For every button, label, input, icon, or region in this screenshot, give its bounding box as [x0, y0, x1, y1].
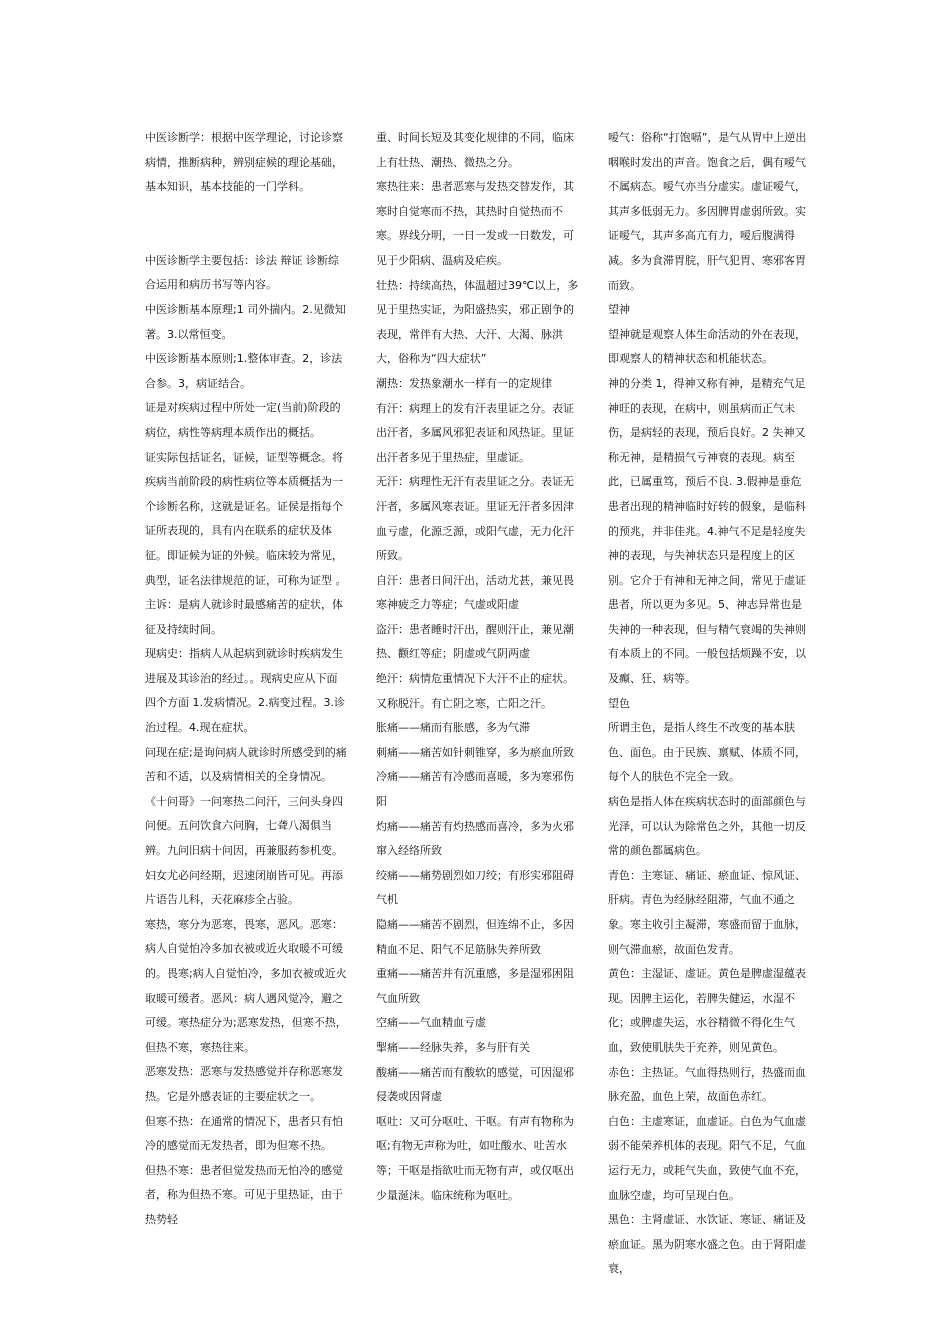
paragraph: 刺痛——痛苦如针刺锥穿，多为瘀血所致: [376, 745, 574, 759]
paragraph: 有汗：病理上的发有汗表里证之分。表证出汗者，多属风邪犯表证和风热证。里证出汗者多见于里热症，里虚证。: [376, 401, 574, 464]
paragraph: 自汗：患者日间汗出，活动尤甚，兼见畏寒神疲乏力等症；气虚或阳虚: [376, 573, 574, 612]
paragraph: 壮热：持续高热，体温超过39℃以上，多见于里热实证，为阳盛热实，邪正剧争的表现，常伴有大热、大汗、大渴、脉洪大，俗称为“四大症状”: [376, 278, 579, 366]
paragraph: 重、时间长短及其变化规律的不同，临床上有壮热、潮热、微热之分。: [376, 131, 574, 169]
paragraph: 黑色：主肾虚证、水饮证、寒证、痛证及瘀血证。黑为阴寒水盛之色。由于肾阳虚衰，: [608, 1213, 806, 1276]
paragraph: 冷痛——痛苦有冷感而喜暖，多为寒邪伤阳: [376, 770, 574, 809]
paragraph: 胀痛——痛而有胀感，多为气滞: [376, 721, 530, 735]
paragraph: 寒热往来：患者恶寒与发热交替发作，其寒时自觉寒而不热，其热时自觉热而不寒。界线分明，一日一发或一日数发，可见于少阳病、温病及疟疾。: [376, 180, 574, 267]
paragraph: 无汗：病理性无汗有表里证之分。表证无汗者，多属风寒表证。里证无汗者多因津血亏虚，化源乏源，或阳气虚，无力化汗所致。: [376, 475, 574, 563]
paragraph: 隐痛——痛苦不剧烈，但连绵不止，多因精血不足、阳气不足筋脉失养所致: [376, 918, 574, 956]
paragraph: 证实际包括证名，证候，证型等概念。将疾病当前阶段的病性病位等本质概括为一个诊断名称，这就是证名。证侯是指每个证所表现的，具有内在联系的症状及体征。即证候为证的外候。临床较为常见，典型，证名法律规范的证，可称为证型 。: [145, 450, 347, 587]
paragraph: 但寒不热：在通常的情况下，患者只有怕冷的感觉而无发热者，即为但寒不热。: [145, 1114, 343, 1153]
paragraph: 主诉：是病人就诊时最感痛苦的症状，体征及持续时间。: [145, 598, 343, 636]
paragraph: 中医诊断学主要包括：诊法 辩证 诊断综合运用和病历书写等内容。: [145, 253, 339, 292]
paragraph: 赤色：主热证。气血得热则行，热盛而血脉充盈，血色上荣，故面色赤红。: [608, 1065, 806, 1104]
text-column-3: [608, 126, 811, 1282]
paragraph-gap: [145, 200, 347, 249]
paragraph: 所谓主色，是指人终生不改变的基本肤色、面色。由于民族、禀赋、体质不同，每个人的肤色不完全一致。: [608, 721, 806, 784]
paragraph: 神的分类 1，得神又称有神，是精充气足神旺的表现，在病中，则虽病而正气未伤，是病轻的表现，预后良好。2 失神又称无神，是精损气亏神衰的表现。病至此，已属重笃，预后不良. 3.假神是垂危患者出现的精神临时好转的假象，是临科的预兆，并非佳兆。4.神气不足是轻度失神的表现，与失神状态只是程度上的区别。它介于有神和无神之间，常见于虚证患者，所以更为多见。5、神志异常也是失神的一种表现，但与精气衰竭的失神则有本质上的不同。一般包括烦躁不安，以及癫、狂、病等。: [608, 376, 806, 686]
paragraph: 酸痛——痛苦而有酸软的感觉，可因湿邪侵袭或因肾虚: [376, 1065, 574, 1104]
paragraph: 白色：主虚寒证，血虚证。白色为气血虚弱不能荣养机体的表现。阳气不足，气血运行无力，或耗气失血，致使气血不充，血脉空虚，均可呈现白色。: [608, 1114, 806, 1202]
paragraph: 问现在症;是询问病人就诊时所感受到的痛苦和不适，以及病情相关的全身情况。: [145, 745, 347, 784]
paragraph: 空痛——气血精血亏虚: [376, 1016, 486, 1030]
paragraph: 证是对疾病过程中所处一定(当前)阶段的病位，病性等病理本质作出的概括。: [145, 401, 341, 439]
paragraph: 嗳气：俗称“打饱嗝”，是气从胃中上逆出咽喉时发出的声音。饱食之后，偶有嗳气不属病态。嗳气亦当分虚实。虚证嗳气，其声多低弱无力。多因脾胃虚弱所致。实证嗳气，其声多高亢有力，嗳后腹满得减。多为食滞胃脘，肝气犯胃、寒邪客胃而致。: [608, 131, 807, 292]
paragraph: 中医诊断基本原理;1 司外揣内。2.见微知著。3.以常恒变。: [145, 302, 346, 341]
paragraph: 恶寒发热：恶寒与发热感觉并存称恶寒发热。它是外感表证的主要症状之一。: [145, 1065, 343, 1103]
paragraph: 重痛——痛苦并有沉重感，多是湿邪困阻气血所致: [376, 967, 574, 1005]
paragraph: 掣痛——经脉失养，多与肝有关: [376, 1040, 530, 1054]
paragraph: 现病史：指病人从起病到就诊时疾病发生进展及其诊治的经过。。现病史应从下面四个方面 1.发病情况。2.病变过程。3.诊治过程。4.现在症状。: [145, 647, 345, 735]
paragraph: 寒热，寒分为恶寒，畏寒，恶风。恶寒：病人自觉怕冷多加衣被或近火取暖不可缓的。畏寒;病人自觉怕冷，多加衣被或近火取暖可缓者。恶风：病人遇风觉冷，避之可缓。寒热症分为;恶寒发热，但寒不热，但热不寒，寒热往来。: [145, 917, 347, 1054]
paragraph: 病色是指人体在疾病状态时的面部颜色与光泽，可以认为除常色之外，其他一切反常的颜色都属病色。: [608, 795, 806, 858]
paragraph: 绞痛——痛势剧烈如刀绞；有形实邪阻碍气机: [376, 868, 574, 907]
paragraph: 呕吐：又可分呕吐、干呕。有声有物称为呕;有物无声称为吐，如吐酸水、吐苦水等；干呕是指欲吐而无物有声，或仅呕出少量涎沫。临床统称为呕吐。: [376, 1114, 574, 1202]
paragraph: 《十问哥》一问寒热二问汗，三问头身四问便。五问饮食六问胸，七聋八渴俱当辨。九问旧病十问因，再兼服药参机变。妇女尤必问经期，迟速闭崩皆可见。再添片语告儿科，天花麻疹全占验。: [145, 794, 343, 907]
paragraph: 潮热：发热象潮水一样有一的定规律: [376, 376, 552, 390]
text-column-2: [376, 126, 579, 1208]
section-heading: 望神: [608, 303, 630, 317]
paragraph: 中医诊断基本原则;1.整体审查。2，诊法合参。3，病证结合。: [145, 352, 343, 390]
paragraph: 盗汗：患者睡时汗出，醒则汗止，兼见潮热、颧红等症；阴虚或气阴两虚: [376, 622, 574, 661]
section-heading: 望色: [608, 696, 630, 710]
paragraph: 灼痛——痛苦有灼热感而喜冷，多为火邪窜入经络所致: [376, 819, 574, 858]
paragraph: 中医诊断学：根据中医学理论，讨论诊察病情，推断病种，辨别症候的理论基础，基本知识，基本技能的一门学科。: [145, 131, 343, 194]
text-column-1: [145, 126, 347, 1233]
paragraph: 青色：主寒证、痛证、瘀血证、惊风证、肝病。青色为经脉经阻滞，气血不通之象。寒主收引主凝滞，寒盛而留于血脉，则气滞血瘀，故面色发青。: [608, 868, 806, 956]
paragraph: 望神就是观察人体生命活动的外在表现，即观察人的精神状态和机能状态。: [608, 327, 806, 366]
paragraph: 但热不寒：患者但觉发热而无怕冷的感觉者，称为但热不寒。可见于里热证，由于热势轻: [145, 1163, 343, 1226]
paragraph: 黄色：主湿证、虚证。黄色是脾虚湿蕴表现。因脾主运化，若脾失健运，水湿不化；或脾虚失运，水谷精微不得化生气血，致使肌肤失于充养，则见黄色。: [608, 967, 806, 1054]
paragraph: 绝汗：病情危重情况下大汗不止的症状。又称脱汗。有亡阴之寒，亡阳之汗。: [376, 672, 574, 710]
